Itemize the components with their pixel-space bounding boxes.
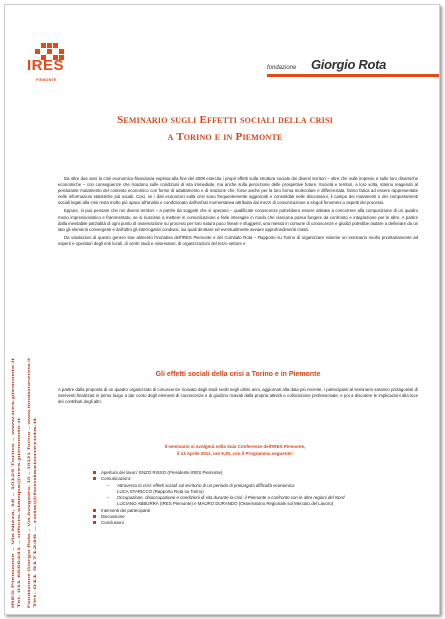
sidebar-line-1: IRES Piemonte – Via Nizza, 18 – 10125 Torino – www.ires.piemonte.it [10, 478, 15, 608]
paragraph: Da valutazioni di questo genere trae alimento l'iniziativa dell'IRES Piemonte e del Comitato Rota – Rapporto su Torino di organizzare insieme un seminario rivolto prioritariamente ad esperti e operatori degli enti locali, di centri studi e osservatori, di organizzazioni del terzo settore e [58, 234, 418, 246]
bullet-icon [93, 477, 96, 480]
section-heading: Gli effetti sociali della crisi a Torino e in Piemonte [155, 371, 321, 378]
announcement-line-2: il 13 Aprile 2011, ore 9,30, con il Programma seguente: [176, 450, 294, 456]
sidebar-line-3: Fondazione Giorgio Rota – Via Avogadro, 10 – 10121 Torino – www.fondazionerota.it [26, 448, 31, 608]
sub-list-item: – Occupazione, disoccupazione e condizioni di vita durante la crisi: il Piemonte a confronto con le altre regioni del Nord [107, 495, 345, 501]
paragraph: Eppure, si può pensare che nei diversi territori – a partire da soggetti che vi operano – qualificate conoscenze potrebbero essere attivate a concorrere alla composizione di un quadro meno impressionistico e frammentato, se si riuscisse a mettere in comunicazione e farle interagire in modo che ciascuna possa fungere da confronto e integrazione per le altre. A partire dalla inevitabile parzialità di ogni punto di osservazione su processi per loro natura poco lineari e sfuggenti, una messa in comune di conoscenze e giudizi potrebbe aiutare a delineare da un lato gli elementi convergenti e dall'altro gli interrogativi condivisi, sui quali dirottare ed eventualmente avviare approfondimenti mirati. [58, 208, 418, 232]
seminar-announcement [85, 444, 385, 457]
seminar-description [58, 387, 418, 405]
paragraph: Da oltre due anni la crisi economico-finanziaria esplosa alla fine del 2008 esercita i propri effetti sulla struttura sociale dei diversi territori – oltre che sulle imprese e sulle loro dinamiche economiche – con conseguenze che ricadono sulle condizioni di vita immediate, ma anche sulla percezione delle prospettive future. Società e territori, a loro volta, stanno reagendo al perdurante mutamento del contesto economico con forme di adattamento e di reazione che, forse anche per la loro forma molecolare e differenziata, fanno fatica ad essere rappresentate nelle informazioni statistiche più usuali. Così, se i dati economici sulla crisi sono frequentemente aggiornati e consolidati nelle discussioni, il campo dei mutamenti e dei comportamenti sociali legati alla crisi resta molto più opaco all'analisi e condizionato dall'enfasi momentanea attribuita dai mezzi di comunicazione a singoli fenomeni o aspetti dei processi. [58, 176, 418, 206]
rota-logo-prefix: fondazione [267, 65, 297, 71]
list-item: Comunicazioni: [93, 476, 413, 482]
dash-icon: – [107, 482, 110, 488]
bullet-icon [93, 515, 96, 518]
document-page [4, 4, 440, 615]
list-item: Conclusioni [93, 520, 413, 526]
bullet-icon [93, 509, 96, 512]
speaker-line: LUCA STARICCO (Rapporto Rota su Torino) [117, 488, 204, 494]
ires-logo-text: IRES [27, 57, 65, 74]
contact-sidebar [7, 350, 43, 612]
speaker-line: LUCIANO ABBURRÀ (IRES Piemonte) e MAURO DURANDO (Osservatorio Regionale sul Mercato del Lavoro) [117, 501, 334, 507]
list-item: Apertura dei lavori: ENZO RISSO (Presidente IRES Piemonte) [93, 470, 413, 476]
title-line-2: a Torino e in Piemonte [167, 131, 283, 143]
program-list [93, 470, 413, 527]
sidebar-line-2: Tel. 011 6666441 – ufficio.stampa@ires.piemonte.it [16, 512, 21, 608]
rota-logo [267, 55, 439, 77]
announcement-line-1: Il seminario si svolgerà nella Sala Conferenze dell'IRES Piemonte, [164, 444, 306, 449]
paragraph: A partire dalla proposta di un quadro organizzato di conoscenze ricavato dagli studi svolti negli ultimi anni, aggiornati alla data più recente, i partecipanti al seminario saranno protagonisti di interventi finalizzati in primo luogo a dar conto degli elementi di conoscenza e di giudizio ricavati dalla propria attività e collocazione professionale, e poi a discutere le implicazioni alla luce dei contributi degli altri. [58, 387, 418, 405]
document-title [85, 112, 365, 146]
list-item: Discussione [93, 514, 413, 520]
dash-icon: – [107, 495, 110, 501]
ires-logo-subtext: PIEMONTE [36, 78, 57, 82]
intro-text [58, 176, 418, 249]
ires-logo [27, 41, 67, 91]
rota-logo-name: Giorgio Rota [311, 57, 387, 72]
sidebar-line-4: Tel. 011 5171246 – rota@fondazionerota.it [32, 529, 37, 608]
sub-list-item: – Attraverso la crisi: effetti sociali sul territorio di un periodo di prolungata difficoltà economica [107, 482, 295, 488]
bullet-icon [93, 521, 96, 524]
rota-logo-bar [267, 74, 439, 77]
title-line-1: Seminario sugli Effetti sociali della crisi [117, 114, 333, 126]
bullet-icon [93, 471, 96, 474]
list-item: Interventi dei partecipanti [93, 508, 413, 514]
ires-logo-mark [35, 43, 65, 58]
